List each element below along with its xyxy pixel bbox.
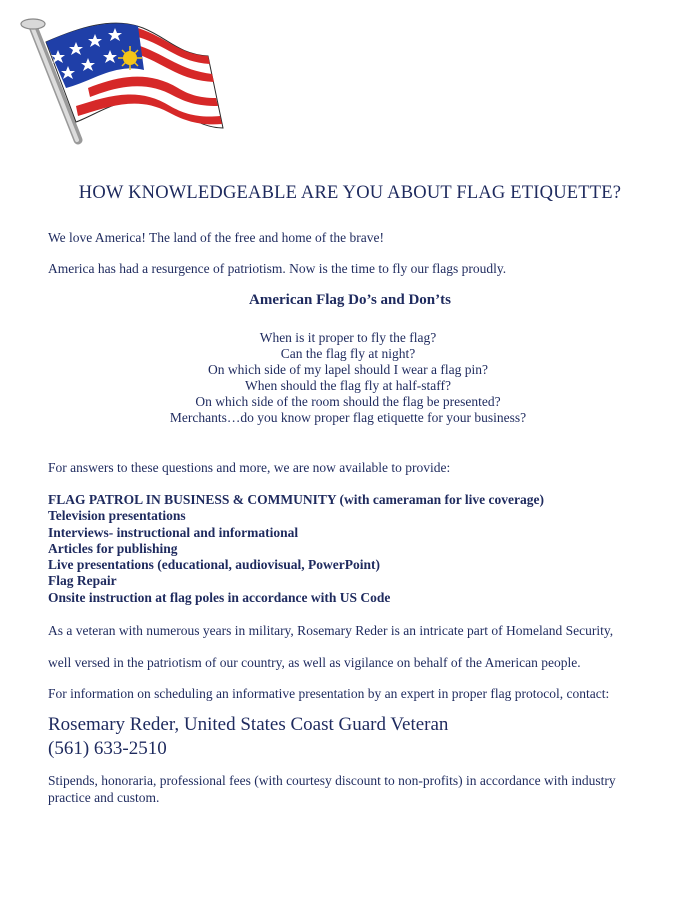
services-list (48, 492, 544, 606)
american-flag-icon (18, 10, 233, 145)
question-item: On which side of my lapel should I wear a flag pin? (207, 362, 489, 377)
service-item: Television presentations (48, 508, 186, 524)
contact-intro: For information on scheduling an informative presentation by an expert in proper flag protocol, contact: (48, 686, 610, 701)
contact-phone: (561) 633-2510 (48, 738, 167, 759)
question-item: Merchants…do you know proper flag etiquette for your business? (169, 410, 527, 425)
page-title: HOW KNOWLEDGEABLE ARE YOU ABOUT FLAG ETIQUETTE? (78, 183, 622, 203)
service-item: FLAG PATROL IN BUSINESS & COMMUNITY (with cameraman for live coverage) (48, 492, 544, 507)
service-item: Interviews- instructional and informational (48, 524, 299, 540)
service-item: Articles for publishing (48, 540, 178, 556)
service-item: Live presentations (educational, audiovisual, PowerPoint) (48, 557, 381, 573)
question-item: When should the flag fly at half-staff? (245, 378, 451, 393)
question-item: Can the flag fly at night? (280, 346, 416, 361)
question-item: On which side of the room should the flag be presented? (195, 394, 501, 409)
question-list (0, 330, 696, 426)
service-item: Onsite instruction at flag poles in accordance with US Code (48, 589, 391, 605)
service-item: Flag Repair (48, 573, 117, 589)
veteran-line-2: well versed in the patriotism of our country, as well as vigilance on behalf of the American people. (48, 655, 581, 670)
veteran-line-1: As a veteran with numerous years in military, Rosemary Reder is an intricate part of Homeland Security, (48, 623, 614, 638)
fees-note: Stipends, honoraria, professional fees (with courtesy discount to non-profits) in accordance with industry practice and custom. (48, 773, 616, 805)
answers-intro: For answers to these questions and more, we are now available to provide: (48, 460, 451, 475)
question-item: When is it proper to fly the flag? (259, 330, 437, 345)
contact-name: Rosemary Reder, United States Coast Guard Veteran (48, 714, 449, 735)
intro-line-2: America has had a resurgence of patriotism. Now is the time to fly our flags proudly. (48, 261, 507, 276)
subheading: American Flag Do’s and Don’ts (249, 292, 451, 308)
intro-line-1: We love America! The land of the free and home of the brave! (48, 230, 385, 245)
contact-block (48, 713, 448, 761)
